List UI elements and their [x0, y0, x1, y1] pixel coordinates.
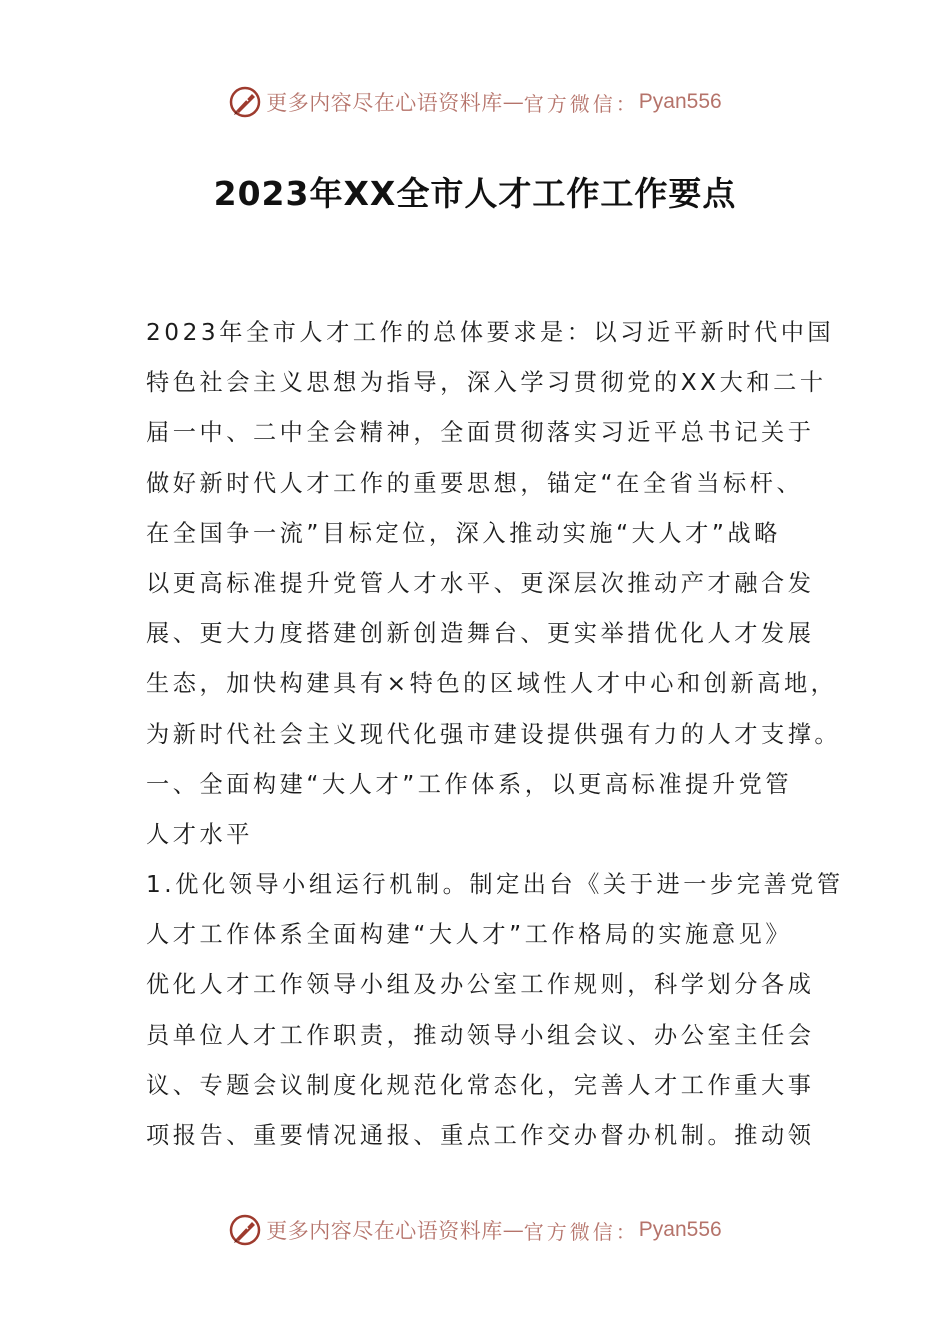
- body-line: 员单位人才工作职责，推动领导小组会议、办公室主任会: [146, 1021, 815, 1049]
- pen-logo-icon: [228, 85, 262, 119]
- watermark-wechat-id: Pyan556: [638, 1218, 722, 1241]
- watermark-separator: —: [502, 1218, 524, 1242]
- watermark-wechat-id: Pyan556: [638, 90, 722, 113]
- body-line: 1.优化领导小组运行机制。制定出台《关于进一步完善党管: [146, 871, 844, 899]
- body-line: 为新时代社会主义现代化强市建设提供强有力的人才支撑。: [146, 720, 842, 748]
- document-title: 2023年XX全市人才工作工作要点: [213, 174, 737, 213]
- body-line: 特色社会主义思想为指导，深入学习贯彻党的XX大和二十: [146, 369, 827, 397]
- footer-watermark: [0, 1210, 950, 1250]
- body-line: 议、专题会议制度化规范化常态化，完善人才工作重大事: [146, 1071, 815, 1099]
- body-line: 届一中、二中全会精神，全面贯彻落实习近平总书记关于: [146, 419, 815, 447]
- watermark-separator: —: [502, 90, 524, 114]
- watermark-wechat-label: 官方微信：: [523, 91, 639, 116]
- watermark-text: 更多内容尽在心语资料库: [266, 1219, 503, 1243]
- watermark-wechat-label: 官方微信：: [523, 1219, 639, 1244]
- document-body: [146, 308, 844, 1161]
- body-line: 项报告、重要情况通报、重点工作交办督办机制。推动领: [146, 1122, 815, 1149]
- body-line: 展、更大力度搭建创新创造舞台、更实举措优化人才发展: [146, 620, 815, 648]
- body-line: 2023年全市人才工作的总体要求是：以习近平新时代中国: [146, 319, 835, 346]
- body-line: 人才工作体系全面构建“大人才”工作格局的实施意见》: [146, 921, 793, 949]
- body-line: 生态，加快构建具有×特色的区域性人才中心和创新高地，: [146, 670, 838, 698]
- watermark-text: 更多内容尽在心语资料库: [266, 91, 503, 115]
- body-line: 做好新时代人才工作的重要思想，锚定“在全省当标杆、: [146, 469, 804, 497]
- body-line: 在全国争一流”目标定位，深入推动实施“大人才”战略: [146, 519, 781, 547]
- body-line: 以更高标准提升党管人才水平、更深层次推动产才融合发: [146, 569, 815, 597]
- header-watermark: [0, 82, 950, 122]
- section-heading-line: 一、全面构建“大人才”工作体系，以更高标准提升党管: [146, 770, 793, 798]
- section-heading-line: 人才水平: [146, 820, 253, 848]
- pen-logo-icon: [228, 1213, 262, 1247]
- body-line: 优化人才工作领导小组及办公室工作规则，科学划分各成: [146, 971, 815, 999]
